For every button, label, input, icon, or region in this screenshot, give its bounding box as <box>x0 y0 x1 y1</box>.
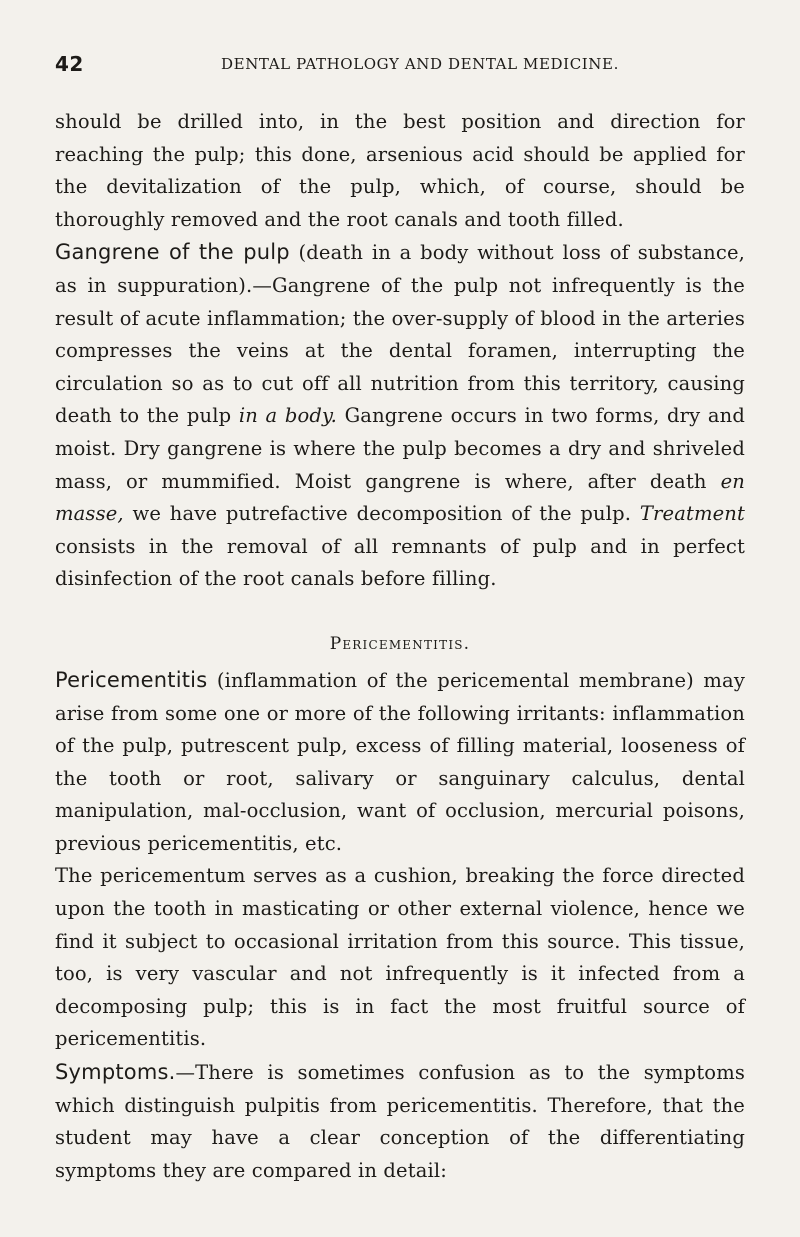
run-in-heading-pericementitis: Pericementitis <box>55 667 208 692</box>
paragraph-gangrene <box>55 236 745 596</box>
text-span: we have putrefactive decomposition of the pulp. <box>123 502 640 526</box>
italic-term: en masse, <box>55 469 745 526</box>
page-number: 42 <box>55 52 84 76</box>
run-in-heading-gangrene: Gangrene of the pulp <box>55 240 290 265</box>
section-heading: Pericementitis. <box>329 633 471 654</box>
paragraph-drilling: should be drilled into, in the best position and direction for reaching the pulp; this done, arsenious acid should be applied for the devitalization of the pulp, which, of course, should be thoroughly removed and the root canals and tooth filled. <box>55 110 745 231</box>
body-text <box>55 106 745 1187</box>
paragraph-pericementitis <box>55 664 745 861</box>
text-span: consists in the removal of all remnants of pulp and in perfect disinfection of the root canals before filling. <box>55 534 745 591</box>
text-span: —There is sometimes confusion as to the symptoms which distinguish pulpitis from pericementitis. Therefore, that the student may have a clear conception of the differentiating symptoms they are compared in detail: <box>55 1061 745 1182</box>
text-span: (death in a body without loss of substance, as in suppuration).—Gangrene of the pulp not infrequently is the result of acute inflammation; the over-supply of blood in the arteries compresses the veins at the dental foramen, interrupting the circulation so as to cut off all nutrition from this territory, causing death to the pulp <box>55 241 745 428</box>
text-span: (inflammation of the pericemental membrane) may arise from some one or more of the following irritants: inflammation of the pulp, putrescent pulp, excess of filling material, looseness of the tooth or root, salivary or sanguinary calculus, dental manipulation, mal-occlusion, want of occlusion, mercurial poisons, previous pericementitis, etc. <box>55 668 745 855</box>
paragraph-pericementum: The pericementum serves as a cushion, breaking the force directed upon the tooth in masticating or other external violence, hence we find it subject to occasional irritation from this source. This tissue, too, is very vascular and not infrequently is it infected from a decomposing pulp; this is in fact the most fruitful source of pericementitis. <box>55 864 745 1051</box>
paragraph-symptoms <box>55 1056 745 1187</box>
text-span: Gangrene occurs in two forms, dry and moist. Dry gangrene is where the pulp becomes a dry and shriveled mass, or mummified. Moist gangrene is where, after death <box>55 404 745 493</box>
running-head <box>55 52 745 82</box>
italic-term: in a body. <box>238 404 337 428</box>
italic-term: Treatment <box>639 502 745 526</box>
run-in-heading-symptoms: Symptoms. <box>55 1060 176 1085</box>
running-title: DENTAL PATHOLOGY AND DENTAL MEDICINE. <box>221 55 619 73</box>
